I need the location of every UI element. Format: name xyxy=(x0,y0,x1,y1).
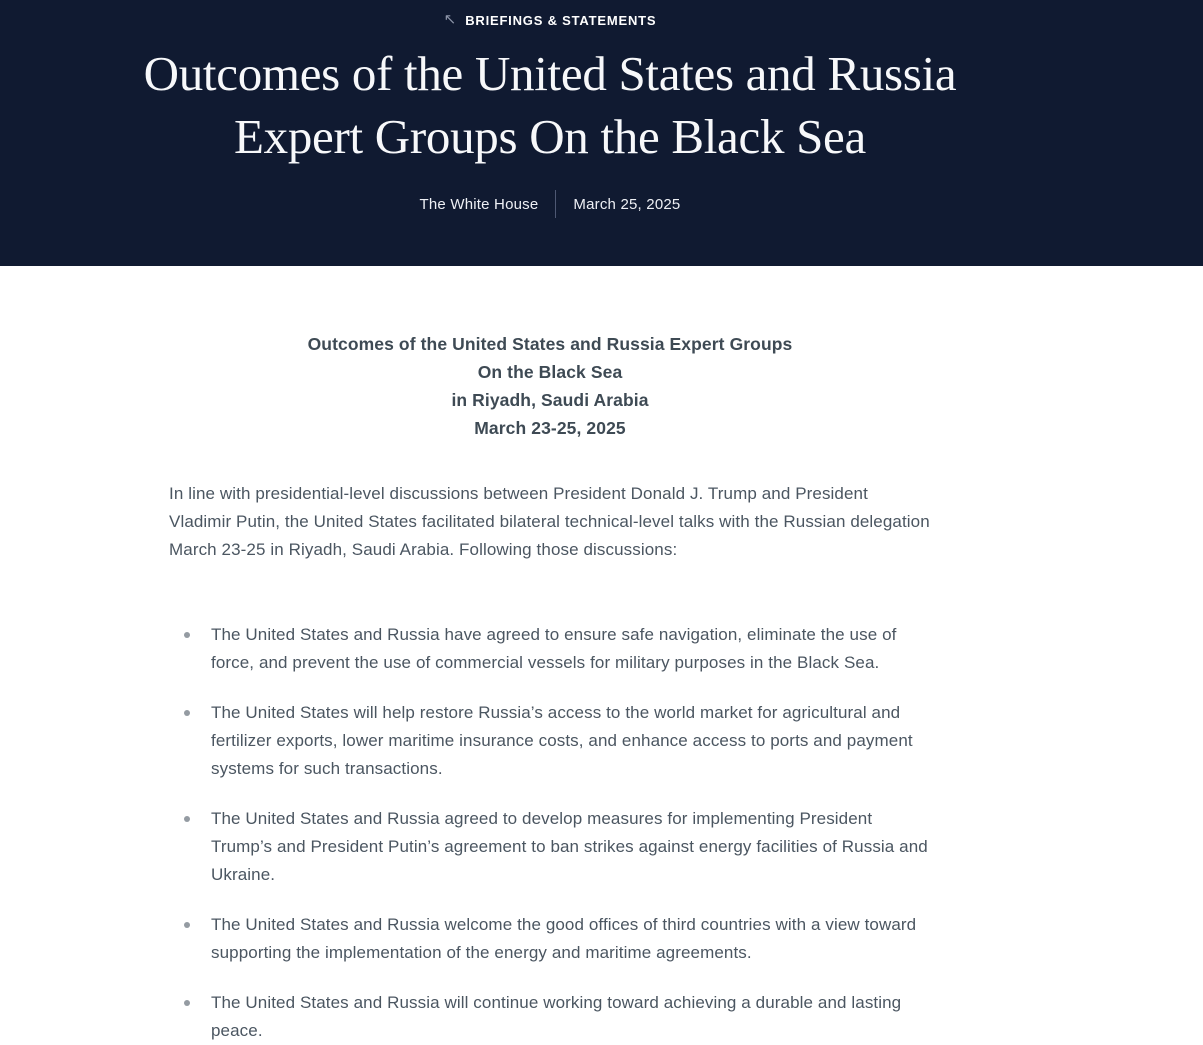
article-column xyxy=(169,330,931,1045)
list-item: The United States and Russia have agreed to ensure safe navigation, eliminate the use of force, and prevent the use of commercial vessels for military purposes in the Black Sea. xyxy=(169,621,931,677)
document-heading-line: Outcomes of the United States and Russia Expert Groups xyxy=(307,334,793,354)
document-heading-line: in Riyadh, Saudi Arabia xyxy=(451,390,649,410)
document-heading-line: March 23-25, 2025 xyxy=(474,418,626,438)
list-item: The United States and Russia welcome the good offices of third countries with a view toward supporting the implementation of the energy and maritime agreements. xyxy=(169,911,931,967)
list-item: The United States and Russia will continue working toward achieving a durable and lasting peace. xyxy=(169,989,931,1045)
meta-date: March 25, 2025 xyxy=(573,195,681,213)
breadcrumb-briefings-statements-link[interactable] xyxy=(444,13,657,28)
document-heading xyxy=(169,330,931,442)
document-heading-line: On the Black Sea xyxy=(477,362,623,382)
meta-source: The White House xyxy=(419,195,539,213)
list-item: The United States and Russia agreed to develop measures for implementing President Trump’s and President Putin’s agreement to ban strikes against energy facilities of Russia and Ukraine. xyxy=(169,805,931,889)
article-body xyxy=(0,266,1100,1045)
intro-paragraph: In line with presidential-level discussions between President Donald J. Trump and President Vladimir Putin, the United States facilitated bilateral technical-level talks with the Russian delegation March 23-25 in Riyadh, Saudi Arabia. Following those discussions: xyxy=(169,484,930,559)
article-meta xyxy=(0,190,1100,218)
breadcrumb-label: BRIEFINGS & STATEMENTS xyxy=(465,13,657,28)
page-title: Outcomes of the United States and Russia Expert Groups On the Black Sea xyxy=(143,46,957,164)
hero-inner xyxy=(0,0,1100,218)
meta-divider xyxy=(555,190,556,218)
hero-header xyxy=(0,0,1203,266)
list-item: The United States will help restore Russia’s access to the world market for agricultural and fertilizer exports, lower maritime insurance costs, and enhance access to ports and payment systems for such transactions. xyxy=(169,699,931,783)
arrow-up-left-icon: ↖ xyxy=(443,11,457,28)
outcomes-list xyxy=(169,621,931,1045)
